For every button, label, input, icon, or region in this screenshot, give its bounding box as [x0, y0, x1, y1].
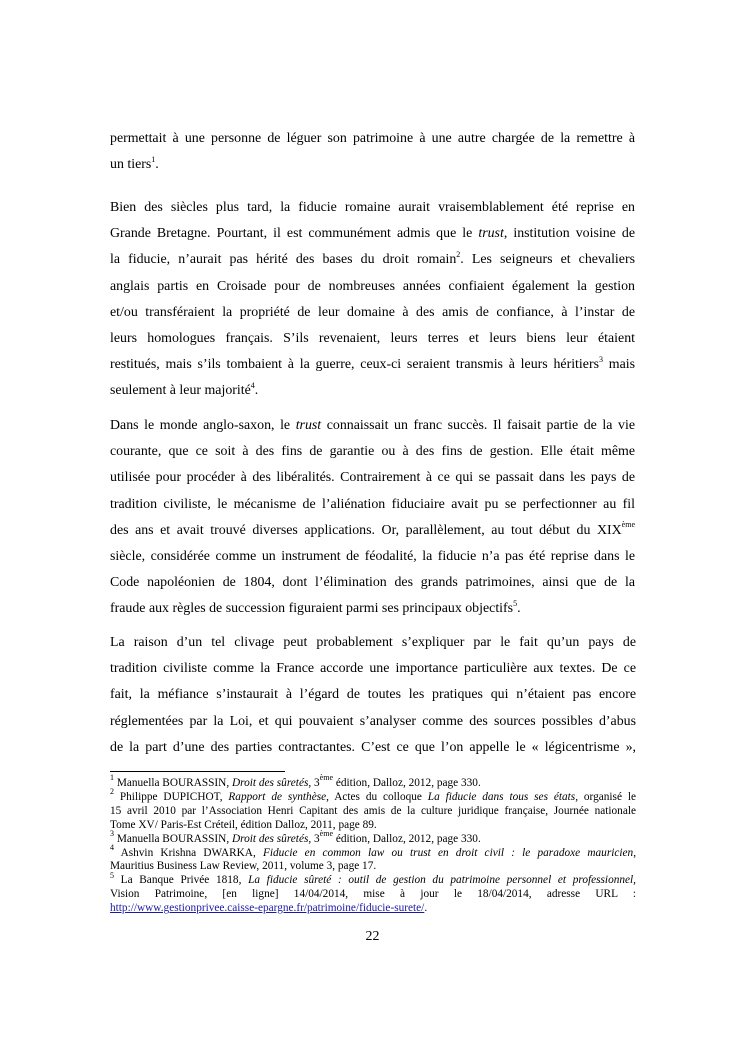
text-line: leurs homologues français. S’ils revenaient, leurs terres et leurs biens leur étaient — [110, 330, 635, 346]
text-line: Bien des siècles plus tard, la fiducie romaine aurait vraisemblablement été reprise en — [110, 200, 635, 215]
footnote-4: $^4$ Ashvin Krishna DWARKA, Fiducie en common law ou trust en droit civil : le paradoxe mauricien, Mauritius Business Law Review, 2011, volume 3, page 17. — [110, 842, 637, 873]
text-line: et/ou transféraient la propriété de leur domaine à des amis de confiance, à l’instar de — [110, 304, 635, 320]
text-line: utilisée pour procéder à des libéralités. Contrairement à ce qui se passait dans les pays de — [110, 470, 635, 486]
text-line: courante, que ce soit à des fins de garantie ou à des fins de gestion. Elle était même — [110, 444, 635, 460]
text-line: seulement à leur majorité$^4$. — [110, 380, 259, 399]
text-line: tradition civiliste comme la France accorde une importance particulière aux textes. De ce — [110, 661, 636, 677]
footnote-2: $^2$ Philippe DUPICHOT, Rapport de synthèse, Actes du colloque La fiducie dans tous ses états, organisé le 15 avril 2010 par l’Association Henri Capitant des amis de la culture juridique française, Journée nationale Tome XV/ Paris-Est Créteil, édition Dalloz, 2011, page 89. — [110, 787, 636, 831]
text-line: Dans le monde anglo-saxon, le trust connaissait un franc succès. Il faisait partie de la vie — [110, 418, 635, 433]
footnote-ref-4[interactable]: 4 — [250, 380, 255, 390]
text-line: Code napoléonien de 1804, dont l’élimination des grands patrimoines, ainsi que de la — [110, 575, 635, 591]
text-line: anglais partis en Croisade pour de nombreuses années confiaient également la gestion — [110, 278, 635, 294]
text-line: La raison d’un tel clivage peut probablement s’expliquer par le fait qu’un pays de — [110, 635, 636, 650]
paragraph-4 — [110, 630, 636, 761]
page-number: 22 — [365, 929, 380, 944]
source-link[interactable]: http://www.gestionprivee.caisse-epargne.fr/patrimoine/fiducie-surete/ — [110, 902, 425, 915]
paragraph-1 — [110, 126, 635, 178]
footnotes — [110, 773, 637, 916]
text-line: fraude aux règles de succession figuraient parmi ses principaux objectifs$^5$. — [110, 598, 521, 617]
text-line: la fiducie, n’aurait pas hérité des bases du droit romain$^2$. Les seigneurs et chevaliers — [110, 249, 635, 268]
footnote-ref-2[interactable]: 2 — [456, 249, 461, 259]
paragraph-2 — [110, 195, 635, 405]
text-line: siècle, considérée comme un instrument de féodalité, la fiducie n’a pas été reprise dans le — [110, 548, 635, 564]
text-line: de la part d’une des parties contractantes. C’est ce que l’on appelle le « légicentrisme », — [110, 739, 636, 755]
footnote-separator — [110, 771, 285, 772]
footnote-1: $^1$ Manuella BOURASSIN, Droit des sûretés, 3ème édition, Dalloz, 2012, page 330. — [110, 773, 481, 789]
text-line: restitués, mais s’ils tombaient à la guerre, ceux-ci seraient transmis à leurs héritiers$^3$ mais — [110, 354, 635, 373]
text-line: réglementées par la Loi, et qui pouvaient s’analyser comme des sources possibles d’abus — [110, 713, 636, 729]
footnote-ref-1[interactable]: 1 — [151, 154, 156, 164]
text-line: fait, la méfiance s’instaurait à l’égard de toutes les pratiques qui n’étaient pas encore — [110, 687, 636, 703]
superscript-eme: ème — [621, 520, 635, 530]
text-line: tradition civiliste, le mécanisme de l’aliénation fiduciaire avait pu se perfectionner au fil — [110, 496, 635, 512]
paragraph-3 — [110, 413, 635, 623]
text-line: des ans et avait trouvé diverses applications. Or, parallèlement, au tout début du XIXème — [110, 520, 635, 538]
footnote-3: $^3$ Manuella BOURASSIN, Droit des sûretés, 3ème édition, Dalloz, 2012, page 330. — [110, 828, 481, 845]
text-line: Grande Bretagne. Pourtant, il est communément admis que le trust, institution voisine de — [110, 226, 635, 242]
text-line: permettait à une personne de léguer son patrimoine à une autre chargée de la remettre à — [110, 131, 635, 146]
footnote-ref-3[interactable]: 3 — [598, 354, 603, 364]
footnote-ref-5[interactable]: 5 — [513, 598, 518, 608]
text-line: un tiers$^1$. — [110, 154, 159, 173]
footnote-5: $^5$ La Banque Privée 1818, La fiducie sûreté : outil de gestion du patrimoine personnel et professionnel, Vision Patrimoine, [en ligne] 14/04/2014, mise à jour le 18/04/2014, adresse URL : http://www.gestionprivee.caisse-epargne.fr/patrimoine/fiducie-surete/. — [110, 870, 636, 915]
